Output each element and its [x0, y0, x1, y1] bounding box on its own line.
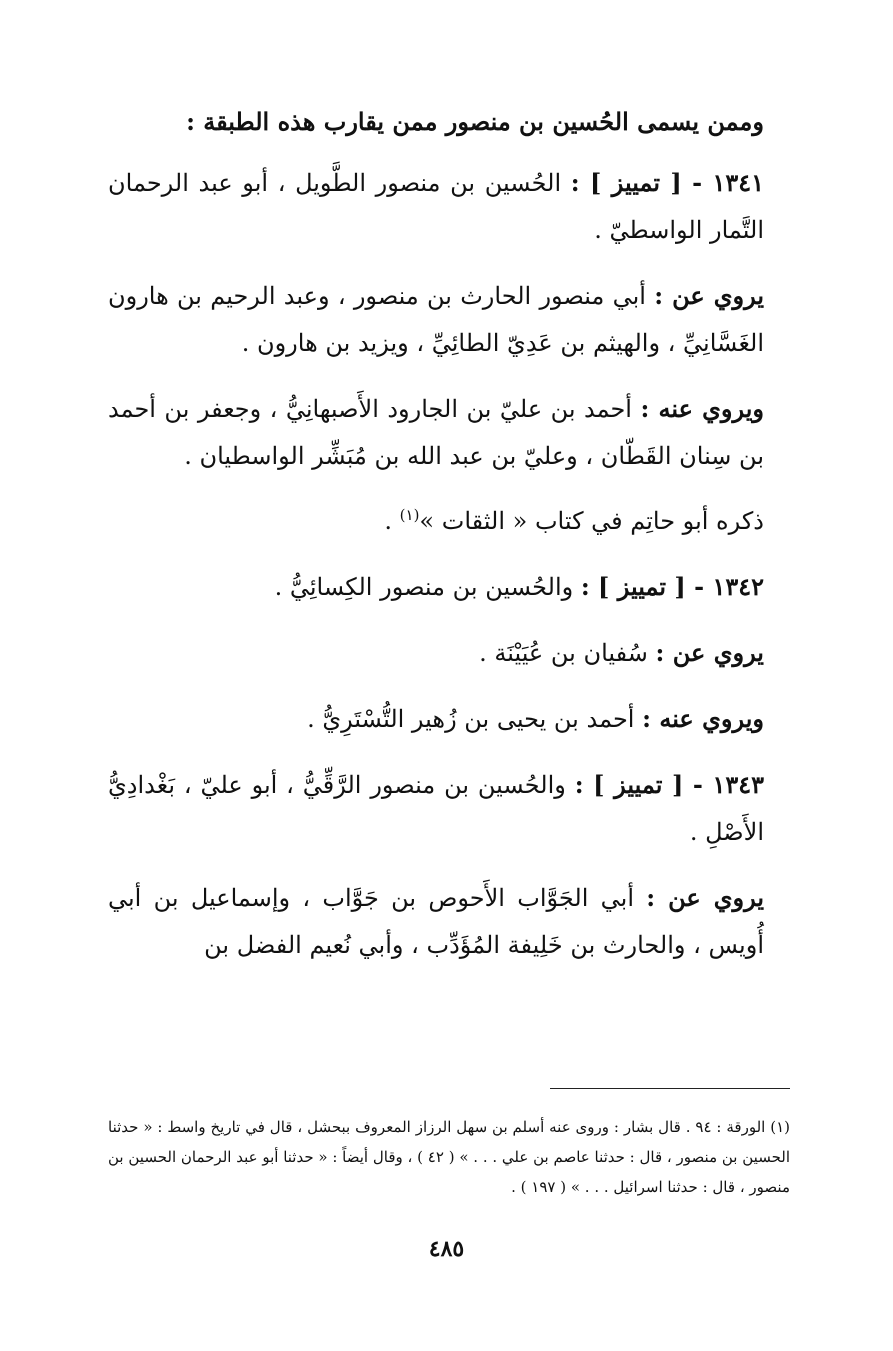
entry-1342	[108, 563, 790, 611]
entry-label: ويروي عنه :	[640, 394, 764, 423]
narrates-from-1343	[108, 874, 790, 969]
entry-text: أحمد بن يحيى بن زُهير التُّسْتَرِيُّ .	[307, 705, 635, 733]
narrated-by-1342	[108, 695, 790, 743]
section-heading: وممن يسمى الحُسين بن منصور ممن يقارب هذه الطبقة :	[186, 107, 764, 136]
entry-text: أبي الجَوَّاب الأَحوص بن جَوَّاب ، وإسماعيل بن أبي أُويس ، والحارث بن خَلِيفة المُؤَدِّب ، وأبي نُعيم الفضل بن	[108, 884, 764, 959]
entry-label: يروي عن :	[646, 883, 764, 912]
entry-label: يروي عن :	[654, 281, 765, 310]
footnote-ref: (١)	[399, 506, 420, 524]
entry-text: أحمد بن عليّ بن الجارود الأَصبهانِيُّ ، وجعفر بن أحمد بن سِنان القَطّان ، وعليّ بن عبد الله بن مُبَشِّر الواسطيان .	[108, 395, 764, 470]
page-body	[108, 98, 790, 987]
entry-text: والحُسين بن منصور الرَّقِّيُّ ، أبو عليّ ، بَغْدادِيُّ الأَصْلِ .	[108, 771, 764, 846]
entry-1341	[108, 159, 790, 254]
entry-label: ويروي عنه :	[642, 704, 764, 733]
narrates-from-1342	[108, 629, 790, 677]
entry-1343	[108, 761, 790, 856]
footnote-divider	[550, 1088, 790, 1089]
narrates-from-1341	[108, 272, 790, 367]
entry-text: ذكره أبو حاتِم في كتاب « الثقات »	[419, 507, 764, 535]
footnote-1: (١) الورقة : ٩٤ . قال بشار : وروى عنه أسلم بن سهل الرزاز المعروف ببحشل ، قال في تاريخ واسط : « حدثنا الحسين بن منصور ، قال : حدثنا عاصم بن علي . . . » ( ٤٢ ) ، وقال أيضاً : « حدثنا أبو عبد الرحمان الحسين بن منصور ، قال : حدثنا اسرائيل . . . » ( ١٩٧ ) .	[108, 1118, 791, 1196]
entry-text: أبي منصور الحارث بن منصور ، وعبد الرحيم بن هارون الغَسَّانِيِّ ، والهيثم بن عَدِيّ الطائِيِّ ، ويزيد بن هارون .	[108, 282, 764, 357]
narrated-by-1341	[108, 385, 790, 480]
page-number: ٤٨٥	[428, 1236, 465, 1262]
entry-label: يروي عن :	[655, 638, 764, 667]
entry-suffix: .	[384, 507, 400, 535]
entry-text: والحُسين بن منصور الكِسائِيُّ .	[274, 573, 574, 601]
source-mention	[108, 498, 790, 545]
entry-number: ١٣٤٢ - [ تمييز ] :	[580, 572, 764, 601]
entry-text: سُفيان بن عُيَيْنَة .	[479, 639, 648, 667]
entry-number: ١٣٤٣ - [ تمييز ] :	[574, 770, 764, 799]
footnotes	[108, 1112, 790, 1202]
entry-text: الحُسين بن منصور الطَّويل ، أبو عبد الرحمان التَّمار الواسطيّ .	[108, 169, 764, 244]
entry-number: ١٣٤١ - [ تمييز ] :	[570, 168, 764, 197]
